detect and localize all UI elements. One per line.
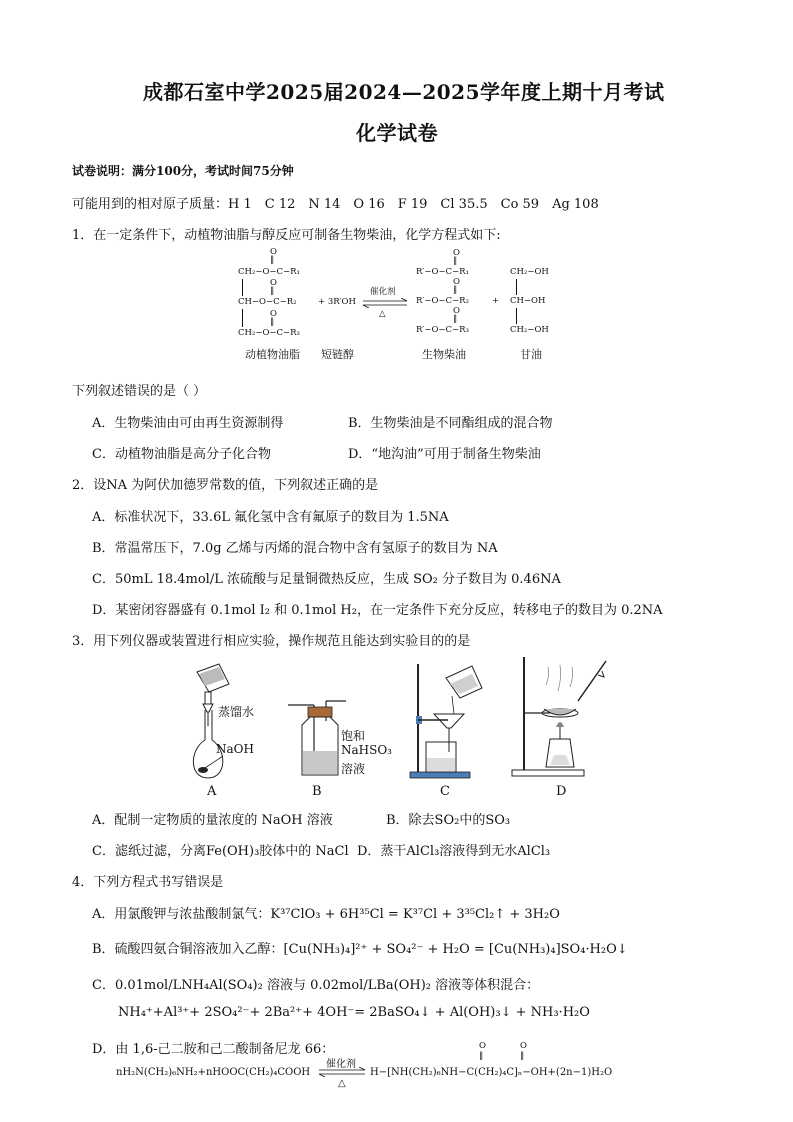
label-diesel: 生物柴油 [422, 348, 466, 361]
q1-option-a[interactable]: A．生物柴油由可由再生资源制得 [92, 416, 284, 431]
q3-option-c[interactable]: C．滤纸过滤，分离Fe(OH)₃胶体中的 NaCl [92, 844, 349, 859]
bond-line [516, 308, 517, 324]
carbonyl-o: O [453, 306, 460, 316]
q3-option-a[interactable]: A．配制一定物质的量浓度的 NaOH 溶液 [92, 813, 333, 828]
figure-label-c: C [440, 784, 450, 799]
alcohol-term: + 3R′OH [318, 297, 356, 307]
bond-line [242, 279, 243, 296]
fat-row3: CH₂−O−C−R₃ [238, 328, 300, 338]
glycerol-row2: CH−OH [510, 296, 546, 306]
q2-option-d[interactable]: D．某密闭容器盛有 0.1mol I₂ 和 0.1mol H₂，在一定条件下充分反应，转移电子的数目为 0.2NA [92, 603, 663, 618]
label-naoh: NaOH [216, 742, 254, 756]
reversible-arrow [318, 1067, 366, 1077]
q4-option-b[interactable]: B．硫酸四氨合铜溶液加入乙醇：[Cu(NH₃)₄]²⁺ + SO₄²⁻ + H₂O = [Cu(NH₃)₄]SO₄·H₂O↓ [92, 942, 628, 957]
q1-option-b[interactable]: B．生物柴油是不同酯组成的混合物 [348, 416, 553, 431]
nylon-reactants: nH₂N(CH₂)₆NH₂+nHOOC(CH₂)₄COOH [116, 1067, 311, 1078]
q2-option-c[interactable]: C．50mL 18.4mol/L 浓硫酸与足量铜微热反应，生成 SO₂ 分子数目为 0.46NA [92, 572, 561, 587]
carbonyl-o: O [520, 1041, 527, 1051]
double-bond: ‖ [453, 314, 458, 324]
q1-option-c[interactable]: C．动植物油脂是高分子化合物 [92, 447, 271, 462]
q1-stem: 1．在一定条件下，动植物油脂与醇反应可制备生物柴油，化学方程式如下: [72, 228, 501, 243]
label-alcohol: 短链醇 [321, 348, 354, 361]
gas-washing-bottle-diagram [288, 695, 348, 780]
carbonyl-o: O [270, 309, 277, 319]
double-bond: ‖ [270, 255, 275, 265]
label-distilled-water: 蒸馏水 [218, 705, 255, 719]
diesel-row3: R′−O−C−R₃ [416, 325, 469, 335]
label-fat: 动植物油脂 [245, 348, 300, 361]
q2-option-b[interactable]: B．常温常压下，7.0g 乙烯与丙烯的混合物中含有氢原子的数目为 NA [92, 541, 498, 556]
q4-stem: 4．下列方程式书写错误是 [72, 875, 224, 890]
q4-option-c[interactable]: C．0.01mol/LNH₄Al(SO₄)₂ 溶液与 0.02mol/LBa(OH)₂ 溶液等体积混合： [92, 978, 540, 993]
evaporation-diagram [510, 655, 610, 780]
figure-label-b: B [312, 784, 322, 799]
catalyst-label: 催化剂 [370, 287, 396, 297]
nylon-heat: △ [338, 1078, 346, 1089]
q4-option-c-equation: NH₄⁺+Al³⁺+ 2SO₄²⁻+ 2Ba²⁺+ 4OH⁻= 2BaSO₄↓ + Al(OH)₃↓ + NH₃·H₂O [118, 1005, 590, 1020]
plus-sign: + [492, 296, 500, 306]
q3-stem: 3．用下列仪器或装置进行相应实验，操作规范且能达到实验目的的是 [72, 634, 471, 649]
diesel-row1: R′−O−C−R₁ [416, 267, 469, 277]
page-subtitle: 化学试卷 [356, 121, 438, 145]
carbonyl-o: O [479, 1041, 486, 1051]
page-title: 成都石室中学2025届2024—2025学年度上期十月考试 [143, 80, 665, 104]
exam-instructions: 试卷说明：满分100分，考试时间75分钟 [72, 164, 294, 178]
carbonyl-o: O [270, 278, 277, 288]
q1-prompt: 下列叙述错误的是（ ） [72, 384, 207, 399]
q3-option-d[interactable]: D．蒸干AlCl₃溶液得到无水AlCl₃ [357, 844, 551, 859]
volumetric-flask-diagram [185, 660, 265, 785]
carbonyl-o: O [453, 248, 460, 258]
double-bond: ‖ [270, 317, 275, 327]
figure-label-d: D [556, 784, 567, 799]
double-bond: ‖ [453, 285, 458, 295]
double-bond: ‖ [479, 1051, 484, 1061]
q1-option-d[interactable]: D．“地沟油”可用于制备生物柴油 [348, 447, 541, 462]
carbonyl-o: O [270, 247, 277, 257]
nylon-catalyst: 催化剂 [326, 1059, 356, 1070]
label-saturated: 饱和 [341, 729, 366, 743]
reversible-arrow [362, 298, 408, 308]
label-solution: 溶液 [341, 762, 366, 776]
q4-option-a[interactable]: A．用氯酸钾与浓盐酸制氯气：K³⁷ClO₃ + 6H³⁵Cl = K³⁷Cl + 3³⁵Cl₂↑ + 3H₂O [92, 907, 560, 922]
bond-line [516, 279, 517, 295]
atomic-masses: 可能用到的相对原子质量：H 1 C 12 N 14 O 16 F 19 Cl 35.5 Co 59 Ag 108 [72, 197, 599, 212]
heat-label: △ [379, 309, 386, 319]
figure-label-a: A [207, 784, 217, 799]
glycerol-row1: CH₂−OH [510, 267, 549, 277]
carbonyl-o: O [453, 277, 460, 287]
fat-row2: CH−O−C−R₂ [238, 297, 297, 307]
glycerol-row3: CH₂−OH [510, 325, 549, 335]
q2-stem: 2．设NA 为阿伏加德罗常数的值，下列叙述正确的是 [72, 478, 379, 493]
q3-option-b[interactable]: B．除去SO₂中的SO₃ [386, 813, 511, 828]
double-bond: ‖ [270, 286, 275, 296]
double-bond: ‖ [520, 1051, 525, 1061]
nylon-products: H−[NH(CH₂)₆NH−C(CH₂)₄C]ₙ−OH+(2n−1)H₂O [370, 1067, 613, 1078]
diesel-row2: R′−O−C−R₂ [416, 296, 469, 306]
filtration-diagram [408, 660, 488, 780]
fat-row1: CH₂−O−C−R₁ [238, 267, 300, 277]
bond-line [242, 309, 243, 327]
q2-option-a[interactable]: A．标准状况下，33.6L 氟化氢中含有氟原子的数目为 1.5NA [92, 510, 449, 525]
label-glycerol: 甘油 [520, 348, 542, 361]
double-bond: ‖ [453, 256, 458, 266]
label-nahso3: NaHSO₃ [341, 743, 392, 757]
q4-option-d[interactable]: D．由 1,6-己二胺和己二酸制备尼龙 66： [92, 1042, 335, 1057]
